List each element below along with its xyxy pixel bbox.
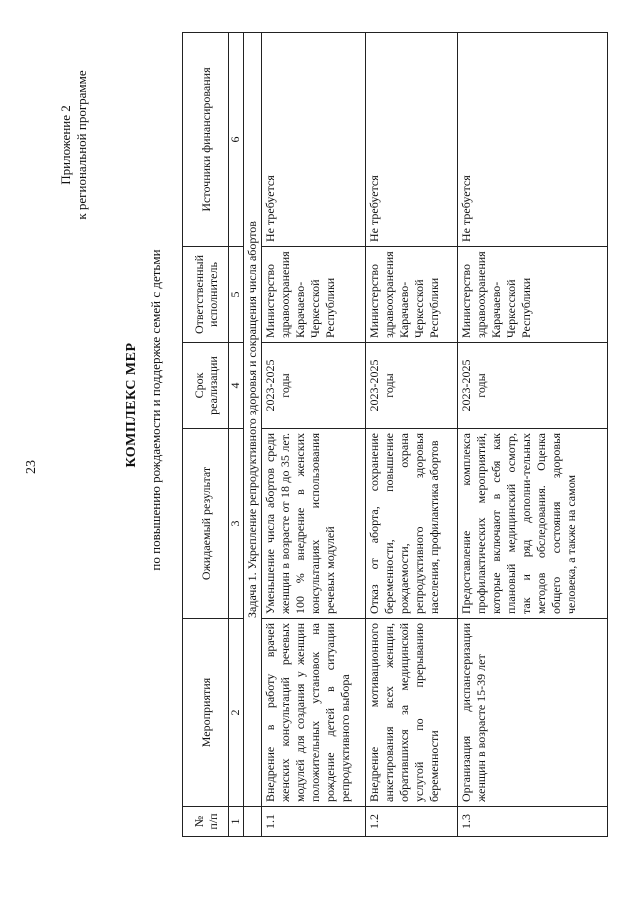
- header-result: Ожидаемый результат: [183, 429, 229, 619]
- row-funding: Не требуется: [366, 33, 458, 247]
- row-num: 1.1: [262, 807, 366, 837]
- row-result: Отказ от аборта, сохранение беременности, повышение рождаемости, охрана репродуктивного здоровья населения, профилактика абортов: [366, 429, 458, 619]
- header-num: № п/п: [183, 807, 229, 837]
- column-number-row: [229, 33, 244, 837]
- appendix-line-1: Приложение 2: [58, 105, 73, 185]
- appendix-note: [58, 25, 90, 265]
- table-header-row: [183, 33, 229, 837]
- row-measure: Внедрение в работу врачей женских консультаций речевых модулей для создания у женщин положительных установок на рождение детей в ситуации репродуктивного выбора: [262, 619, 366, 807]
- row-executor: Министерство здравоохранения Карачаево-Черкесской Республики: [458, 247, 608, 343]
- header-executor: Ответственный исполнитель: [183, 247, 229, 343]
- task-heading: Задача 1. Укрепление репродуктивного здоровья и сокращения числа абортов: [244, 33, 262, 807]
- appendix-line-2: к региональной программе: [74, 70, 89, 220]
- document-subtitle: по повышению рождаемости и поддержке семей с детьми: [148, 249, 163, 571]
- table-row: [366, 33, 458, 837]
- column-number: 6: [229, 33, 244, 247]
- header-measures: Мероприятия: [183, 619, 229, 807]
- row-result: Предоставление комплекса профилактических мероприятий, которые включают в себя как плановый медицинский осмотр, так и ряд дополни-тельных методов обследования. Оценка общего состояния здоровья человека, а также на самом: [458, 429, 608, 619]
- row-executor: Министерство здравоохранения Карачаево-Черкесской Республики: [262, 247, 366, 343]
- row-num: 1.2: [366, 807, 458, 837]
- column-number: 4: [229, 343, 244, 429]
- column-number: 3: [229, 429, 244, 619]
- table-row: [262, 33, 366, 837]
- row-term: 2023-2025 годы: [458, 343, 608, 429]
- column-number: 1: [229, 807, 244, 837]
- row-measure: Организация диспансеризации женщин в возрасте 15-39 лет: [458, 619, 608, 807]
- task-row: [244, 33, 262, 837]
- header-term: Срок реализации: [183, 343, 229, 429]
- table-row: [458, 33, 608, 837]
- column-number: 5: [229, 247, 244, 343]
- row-funding: Не требуется: [458, 33, 608, 247]
- row-funding: Не требуется: [262, 33, 366, 247]
- page-number: 23: [24, 460, 39, 474]
- row-num: 1.3: [458, 807, 608, 837]
- document-title: КОМПЛЕКС МЕР: [124, 342, 139, 468]
- row-measure: Внедрение мотивационного анкетирования всех женщин, обратившихся за медицинской услугой по прерыванию беременности: [366, 619, 458, 807]
- measures-table: [182, 32, 608, 837]
- column-number: 2: [229, 619, 244, 807]
- row-term: 2023-2025 годы: [366, 343, 458, 429]
- row-executor: Министерство здравоохранения Карачаево-Черкесской Республики: [366, 247, 458, 343]
- task-spacer: [244, 807, 262, 837]
- row-result: Уменьшение числа абортов среди женщин в возрасте от 18 до 35 лет. 100 % внедрение в женских консультациях использования речевых модулей: [262, 429, 366, 619]
- header-funding: Источники финансирования: [183, 33, 229, 247]
- row-term: 2023-2025 годы: [262, 343, 366, 429]
